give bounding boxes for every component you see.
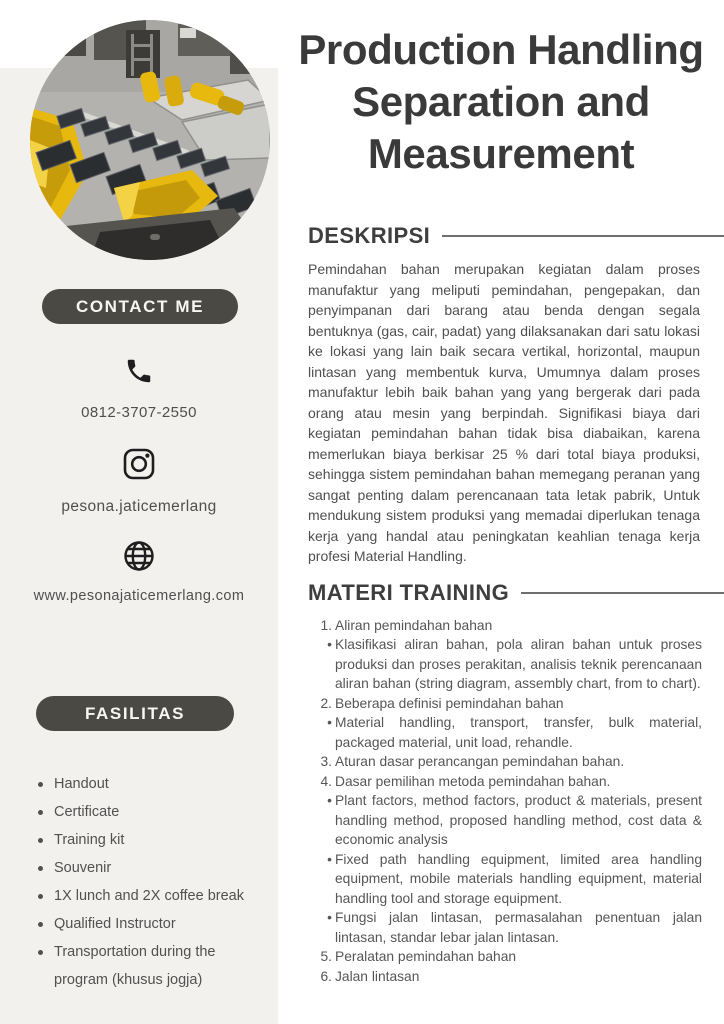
facility-item — [38, 798, 244, 826]
materi-item — [308, 635, 702, 694]
materi-marker: • — [327, 637, 332, 653]
facility-label: Certificate — [54, 804, 120, 820]
facility-item — [38, 826, 244, 854]
facility-item — [38, 938, 244, 994]
materi-text: Aliran pemindahan bahan — [335, 617, 493, 633]
deskripsi-rule — [442, 235, 724, 237]
profile-photo — [30, 20, 270, 260]
materi-marker: • — [327, 851, 332, 867]
bullet-dot-icon — [38, 782, 43, 787]
materi-rule — [521, 592, 724, 594]
facility-label: 1X lunch and 2X coffee break — [54, 888, 244, 904]
bullet-dot-icon — [38, 838, 43, 843]
facility-label: Qualified Instructor — [54, 916, 176, 932]
fasilitas-pill — [36, 696, 234, 731]
instagram-handle: pesona.jaticemerlang — [61, 498, 217, 515]
materi-text: Material handling, transport, transfer, bulk material, packaged material, unit load, rehandle. — [335, 715, 702, 750]
materi-item — [308, 850, 702, 909]
materi-text: Klasifikasi aliran bahan, pola aliran bahan untuk proses produksi dan proses perakitan, analisis teknik perencanaan aliran bahan (string diagram, assembly chart, from to chart). — [335, 637, 702, 692]
facility-item — [38, 770, 244, 798]
materi-item — [308, 694, 702, 714]
materi-text: Dasar pemilihan metoda pemindahan bahan. — [335, 773, 611, 789]
instagram-icon — [121, 446, 157, 487]
materi-marker: • — [327, 715, 332, 731]
materi-marker: 3. — [320, 754, 332, 770]
materi-marker: 1. — [320, 617, 332, 633]
contact-me-label: CONTACT ME — [75, 296, 205, 316]
bullet-dot-icon — [38, 922, 43, 927]
materi-item — [308, 616, 702, 636]
deskripsi-body: Pemindahan bahan merupakan kegiatan dalam proses manufaktur yang meliputi pemindahan, pengepakan, dan penyimpanan dari barang atau benda dengan segala bentuknya (gas, cair, padat) yang dilaksanakan dari satu lokasi ke lokasi yang lain baik secara vertikal, horizontal, maupun lintasan yang membentuk kurva, Umumnya dalam proses manufaktur lebih baik bahan yang yang bergerak dari pada orang atau mesin yang berpindah. Signifikasi biaya dari kegiatan pemindahan bahan tidak bisa diabaikan, karena memerlukan biaya berkisar 25 % dari total biaya produksi, sehingga sistem pemindahan bahan memegang peranan yang sangat penting dalam perencanaan tata letak pabrik, Untuk mendukung sistem produksi yang memadai diperlukan tenaga kerja yang handal atau peningkatan keahlian tenaga kerja profesi Material Handling. — [308, 261, 700, 565]
deskripsi-heading: DESKRIPSI — [308, 223, 431, 249]
contact-me-pill — [42, 289, 238, 324]
materi-item — [308, 791, 702, 850]
fasilitas-label: FASILITAS — [84, 703, 186, 723]
materi-marker: 2. — [320, 695, 332, 711]
facility-label: Handout — [54, 776, 109, 792]
materi-item — [308, 772, 702, 792]
phone-number: 0812-3707-2550 — [81, 404, 197, 421]
facility-label: Transportation during the program (khusus jogja) — [54, 944, 216, 988]
website-url: www.pesonajaticemerlang.com — [33, 588, 245, 604]
main-content — [278, 0, 724, 1024]
materi-item — [308, 752, 702, 772]
materi-text: Jalan lintasan — [335, 968, 420, 984]
materi-marker: • — [327, 910, 332, 926]
facility-item — [38, 854, 244, 882]
facility-label: Souvenir — [54, 860, 112, 876]
bullet-dot-icon — [38, 866, 43, 871]
materi-marker: 5. — [320, 949, 332, 965]
bullet-dot-icon — [38, 950, 43, 955]
materi-item — [308, 947, 702, 967]
materi-item — [308, 713, 702, 752]
materi-marker: 4. — [320, 773, 332, 789]
materi-text: Beberapa definisi pemindahan bahan — [335, 695, 564, 711]
facility-label: Training kit — [54, 832, 125, 848]
materi-item — [308, 967, 702, 987]
page-title: Production Handling Separation and Measurement — [298, 26, 704, 178]
bullet-dot-icon — [38, 810, 43, 815]
materi-list — [308, 616, 702, 987]
materi-marker: 6. — [320, 968, 332, 984]
materi-text: Plant factors, method factors, product & materials, present handling method, proposed handling method, cost data & economic analysis — [335, 793, 702, 848]
materi-text: Fixed path handling equipment, limited area handling equipment, mobile materials handling equipment, material handling tool and storage equipment. — [335, 851, 702, 906]
bullet-dot-icon — [38, 894, 43, 899]
factory-photo-graphic — [30, 20, 270, 260]
facility-item — [38, 910, 244, 938]
materi-heading: MATERI TRAINING — [308, 579, 510, 605]
globe-icon — [121, 538, 157, 579]
materi-text: Aturan dasar perancangan pemindahan bahan. — [335, 754, 625, 770]
facility-item — [38, 882, 244, 910]
phone-icon — [124, 356, 154, 391]
facilities-list — [38, 770, 244, 994]
materi-text: Peralatan pemindahan bahan — [335, 949, 517, 965]
materi-item — [308, 908, 702, 947]
materi-text: Fungsi jalan lintasan, permasalahan penentuan jalan lintasan, standar lebar jalan lintasan. — [335, 910, 702, 945]
materi-marker: • — [327, 793, 332, 809]
